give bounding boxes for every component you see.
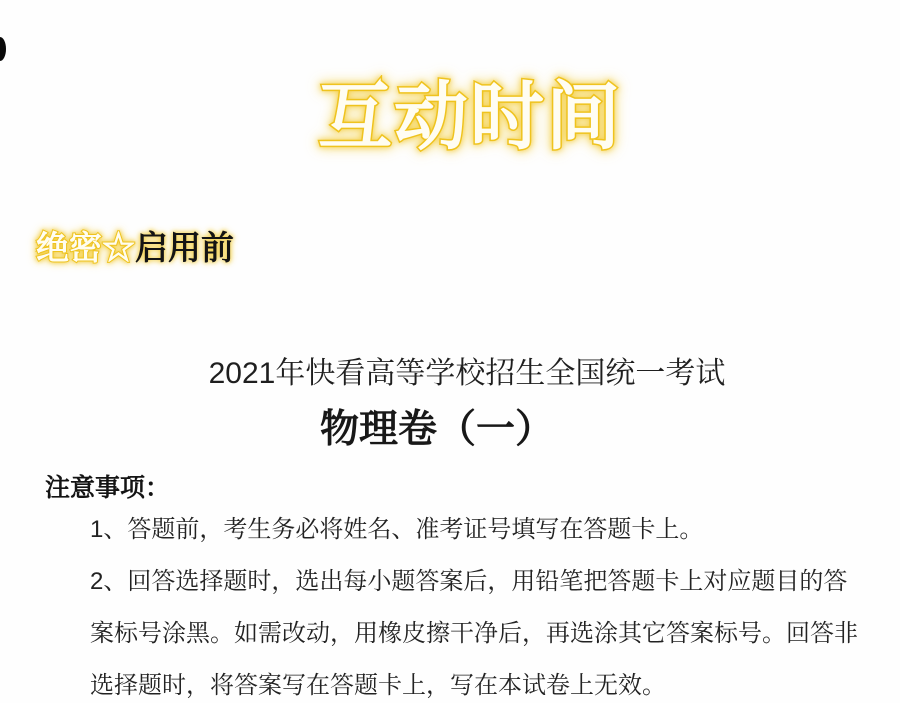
note-item-2-line-3: 选择题时，将答案写在答题卡上，写在本试卷上无效。	[90, 672, 666, 699]
classification-before-use-label: 启用前	[135, 229, 234, 266]
note-item-2	[90, 556, 880, 703]
exam-title-line: 2021年快看高等学校招生全国统一考试	[208, 357, 726, 390]
exam-subject-line: 物理卷（一）	[319, 408, 554, 451]
note-item-1-text: 1、答题前，考生务必将姓名、准考证号填写在答题卡上。	[90, 516, 704, 543]
cutoff-edge-shape	[0, 37, 6, 61]
note-item-2-line-1: 2、回答选择题时，选出每小题答案后，用铅笔把答题卡上对应题目的答	[90, 568, 848, 595]
classification-line	[36, 222, 234, 269]
notes-heading: 注意事项：	[45, 474, 171, 502]
classification-secret-label: 绝密☆	[36, 229, 135, 266]
note-item-2-line-2: 案标号涂黑。如需改动，用橡皮擦干净后，再选涂其它答案标号。回答非	[90, 620, 858, 647]
banner-title: 互动时间	[318, 75, 622, 158]
note-item-1	[90, 504, 880, 556]
